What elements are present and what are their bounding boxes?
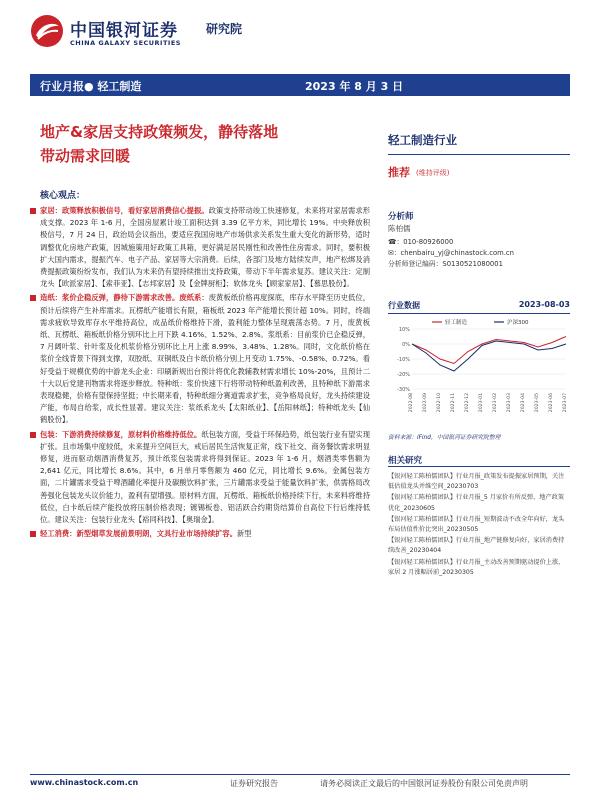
analyst-phone: ☎：010-80926000 (388, 238, 454, 246)
paragraph-papermaking (30, 292, 370, 426)
x-tick-label: 2023-03 (507, 393, 512, 413)
footer-website[interactable]: www.chinastock.com.cn (30, 778, 139, 787)
paragraph-text: 政策支持带动竣工快速修复，未来将对家居需求形成支撑。2023 年 1-6 月，全国房屋累计竣工面积达到 3.39 亿平方米，同比增长 19%。中央释放积极信号，7 月 24 日，政治局会议指出，要适应我国房地产市场供求关系发生重大变化的新形势，适时调整优化房地产政策，因城施策用好政策工具箱，更好满足居民刚性和改善性住房需求。同时，要积极扩大国内需求，提振汽车、电子产品、家居等大宗消费。后续，各部门及地方陆续发声，地产松绑及消费提振政策纷纷发布，我们认为未来仍有望持续推出支持政策，带动下半年需求复苏。建议关注：定制龙头【欧派家居】、【索菲亚】、【志邦家居】及【金牌厨柜】；软体龙头【顾家家居】、【慕思股份】。 (40, 206, 371, 289)
y-tick-label: 10% (398, 327, 410, 333)
related-item[interactable]: 【银河轻工陈柏儒团队】行业月报_政策发布提振家居预期，关注低估值龙头并维空间_20230703 (388, 473, 565, 491)
industry-data-heading (388, 300, 570, 311)
report-title (40, 120, 370, 168)
y-tick-label: 0% (402, 342, 410, 348)
divider (388, 154, 570, 155)
divider (388, 313, 570, 314)
x-tick-label: 2022-09 (423, 393, 428, 413)
y-tick-label: -30% (397, 387, 410, 393)
related-item[interactable]: 【银河轻工陈柏儒团队】行业月报_短期波动不改全年向好，龙头布局估值性价比突出_20230505 (388, 515, 565, 534)
chart-source: 资料来源：iFind，中国银河证券研究院整理 (388, 435, 501, 441)
x-tick-label: 2023-01 (479, 393, 484, 413)
related-item[interactable]: 【银河轻工陈柏儒团队】行业月报_5 月家价有所反弹，地产政策优化_20230605 (388, 494, 565, 512)
related-item[interactable]: 【银河轻工陈柏儒团队】行业月报_地产链修复向好，家居消费持续改善_20230404 (388, 537, 565, 555)
main-body (30, 205, 370, 542)
x-tick-label: 2022-12 (465, 393, 470, 413)
footer-disclaimer: 请务必阅读正文最后的中国银河证券股份有限公司免责声明 (320, 779, 528, 788)
logo-chinese: 中国银河证券 (70, 21, 178, 41)
analyst-email[interactable]: ✉：chenbairu_yj@chinastock.com.cn (388, 249, 514, 257)
paragraph-packaging (30, 429, 370, 527)
core-viewpoint-label: 核心观点： (40, 191, 86, 201)
divider (388, 466, 570, 467)
related-research-heading: 相关研究 (388, 456, 423, 466)
paragraph-text: 废黄板纸价格再度探底，库存水平降至历史低位，预计后续将产生补库需求。瓦楞纸产能增长有限，箱板纸 2023 年产能增长预计超 10%。同时，终端需求疲软导致库存水平维持高位，成品纸价格维持下滑，盈利能力整体呈现震荡态势。7 月，废黄板纸、瓦楞纸、箱板纸价格分别环比上月下跌 4.16%、1.52%、2.8%。浆纸系：目前浆价已企稳反弹，7 月阔叶浆、针叶浆及化机浆价格分别环比上月上涨 8.99%、3.48%、1.28%。同时，文化纸价格在浆价全线背景下得到支撑，双胶纸、双铜纸及白卡纸价格分别上月变动 1.75%、-0.58%、0.72%。看好受益于规模优势的中游龙头企业：印刷新规出台预计将优化教辅教材需求增长 10%-20%，且预计二十大以后党建刊物需求将逐步释放。特种纸：浆价快速下行将带动特种纸盈利改善，且特种纸下游需求表现稳健，价格有望保持坚挺；中长期来看，特种纸细分赛道需求扩张，竞争格局良好，龙头持续建设产能，布局自给浆，成长性显著。建议关注：浆纸系龙头【太阳纸业】、【岳阳林纸】；特种纸龙头【仙鹤股份】。 (40, 293, 371, 425)
analyst-name: 陈柏儒 (388, 224, 411, 233)
paragraph-home-furnishing (30, 205, 370, 290)
bullet-icon (30, 432, 36, 438)
industry-data-label: 行业数据 (388, 301, 420, 310)
series-line-light-industry (412, 337, 566, 364)
logo-english: CHINA GALAXY SECURITIES (70, 39, 181, 47)
title-line-2: 带动需求回暖 (40, 147, 131, 165)
paragraph-lead: 包装：下游消费持续修复，原材料价格维持低位。 (40, 429, 202, 439)
paragraph-light-consumer (30, 528, 370, 540)
paragraph-lead: 轻工消费：新型烟草发展前景明朗，文具行业市场持续扩容。 (40, 529, 238, 539)
sector-name: 轻工制造行业 (388, 133, 457, 147)
paragraph-text: 新型 (237, 529, 252, 539)
legend-label: 轻工制造 (445, 320, 468, 326)
analyst-heading: 分析师 (388, 212, 414, 222)
performance-chart (388, 317, 570, 425)
report-info-bar (30, 74, 570, 96)
report-header (30, 8, 570, 58)
y-tick-label: -10% (397, 357, 410, 363)
bullet-icon (30, 531, 36, 537)
bullet-icon (30, 208, 36, 214)
x-tick-label: 2023-02 (493, 393, 498, 413)
rating: 推荐 (388, 166, 410, 179)
report-date: 2023 年 8 月 3 日 (305, 80, 404, 93)
analyst-cert: 分析师登记编码：S0130521080001 (388, 260, 503, 268)
related-item[interactable]: 【银河轻工陈柏儒团队】行业月报_主动改善预期驱动提价上涨，家居 2 月涨幅居前_20230305 (388, 558, 565, 576)
legend-label: 沪深300 (507, 320, 529, 326)
paragraph-lead: 造纸：浆价企稳反弹，静待下游需求改善。废纸系： (40, 293, 209, 303)
x-tick-label: 2023-07 (563, 393, 568, 413)
x-tick-label: 2023-06 (549, 393, 554, 413)
page-footer (30, 774, 570, 790)
report-type: 行业月报● 轻工制造 (40, 80, 142, 93)
paragraph-lead: 家居：政策释放积极信号，看好家居消费信心提振。 (40, 206, 209, 215)
paragraph-text: 纸包装方面，受益于环保趋势，纸包装行业有望实现扩张。且市场集中度较低，未来提升空间巨大，戒后居民生活恢复正常，线下社交、商务餐饮需求明显修复，进而驱动烟酒消费复苏，预计纸浆包装需求将得到保证。2023 年 1-6 月，烟酒类零售额为 2,641 亿元，同比增长 8.6%。其中，6 月单月零售额为 460 亿元，同比增长 9.6%。金属包装方面，二片罐需求受益于啤酒罐化率提升及碳酸饮料扩张，三片罐需求受益于能量饮料扩张，供需格局改善强化包装龙头议价能力，盈利有望增强。原材料方面，瓦楞纸、箱板纸价格持续下行，未来料将维持低位，白卡纸后续产能投放将压制价格表现；镀锡板卷、铝活跃合约期货结算价自高位下行后维持低位。建议关注：包装行业龙头【裕同科技】、【奥瑞金】。 (40, 429, 371, 525)
x-tick-label: 2023-04 (521, 393, 526, 413)
y-tick-label: -20% (397, 372, 410, 378)
x-tick-label: 2022-08 (409, 393, 414, 413)
industry-data-date: 2023-08-03 (518, 300, 570, 309)
x-tick-label: 2023-05 (535, 393, 540, 413)
related-research-list (388, 472, 570, 579)
rating-note: (维持评级) (416, 169, 450, 177)
galaxy-logo-icon (30, 14, 64, 48)
bullet-icon (30, 295, 36, 301)
x-tick-label: 2022-11 (451, 393, 456, 413)
institute-label: 研究院 (206, 22, 243, 36)
title-line-1: 地产&家居支持政策频发，静待落地 (40, 123, 279, 141)
x-tick-label: 2022-10 (437, 393, 442, 413)
footer-doc-type: 证券研究报告 (230, 779, 278, 788)
